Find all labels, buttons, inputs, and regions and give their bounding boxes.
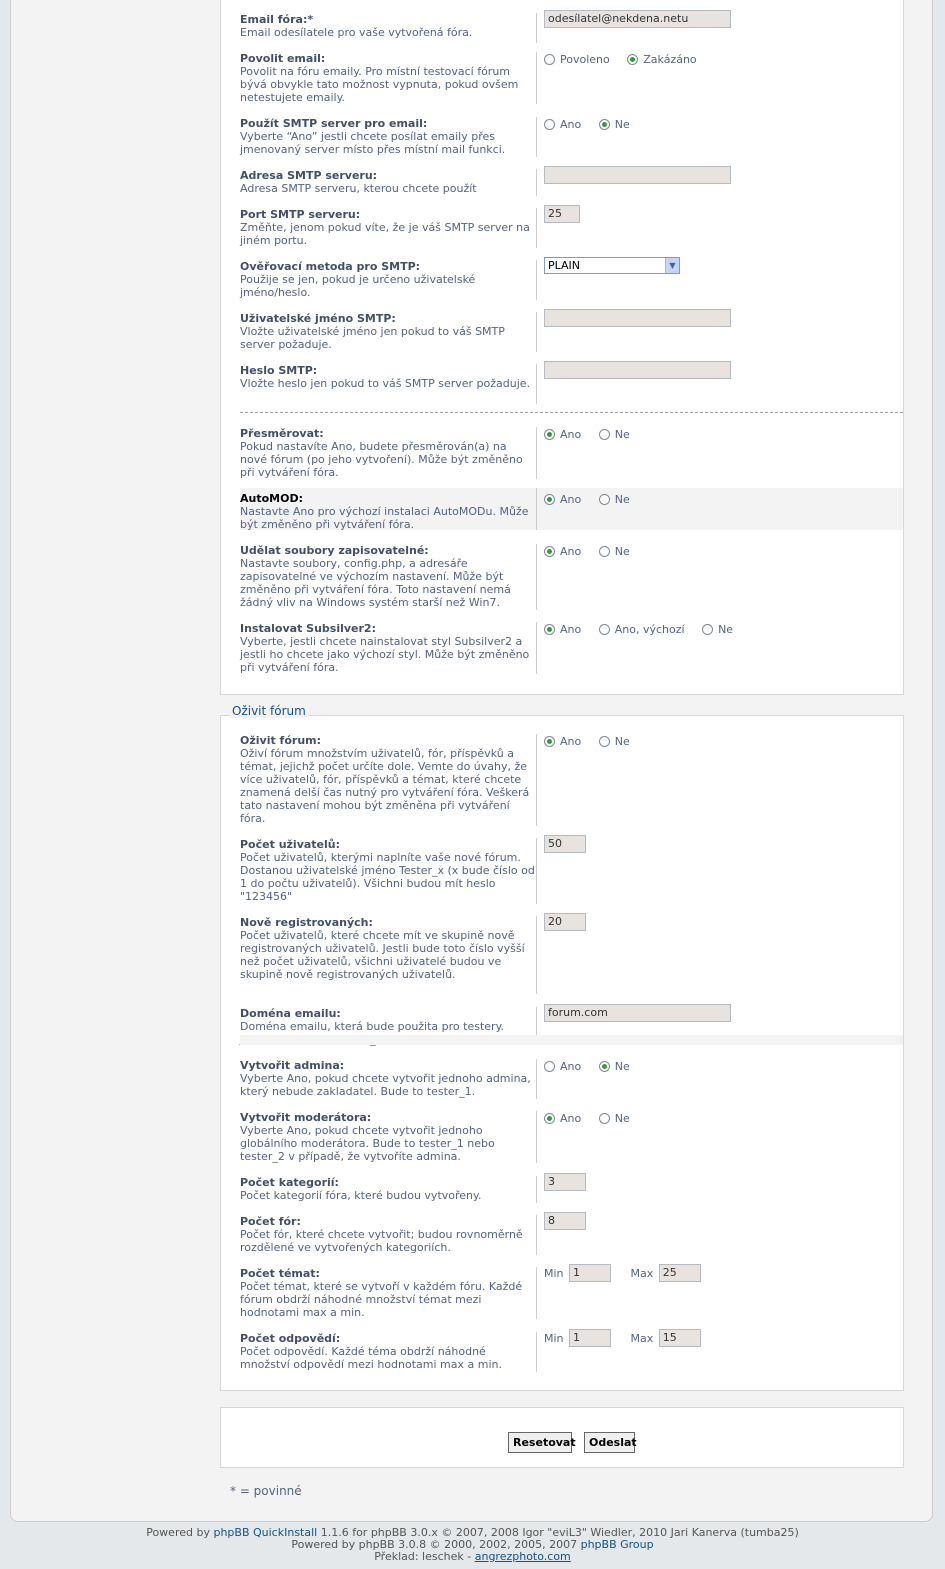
max-label: Max	[630, 1266, 654, 1280]
explain-redirect: Pokud nastavíte Ano, budete přesměrován(a) na nové fórum (po jeho vytvoření). Může být změněno při vytváření fóra.	[240, 440, 523, 479]
explain-domain: Doména emailu, která bude použita pro testery.	[240, 1020, 505, 1033]
radio-group-writable	[544, 544, 644, 558]
radio-automod-ne[interactable]: Ne	[599, 493, 630, 506]
radio-zakazano[interactable]: Zakázáno	[627, 53, 696, 66]
radio-redirect-ano[interactable]: Ano	[544, 428, 581, 441]
explain-smtp-port: Změňte, jenom pokud víte, že je váš SMTP server na jiném portu.	[240, 221, 530, 247]
row-redirect	[240, 427, 903, 479]
smtp-user-input[interactable]	[544, 309, 731, 327]
row-new-reg	[240, 916, 903, 994]
radio-circle-checked[interactable]	[627, 54, 638, 65]
domain-input[interactable]: forum.com	[544, 1004, 731, 1022]
radio-circle-checked[interactable]	[544, 494, 555, 505]
label-smtp-auth: Ověřovací metoda pro SMTP:	[240, 260, 421, 273]
explain-smtp-use: Vyberte “Ano” jestli chcete posílat emaily přes jmenovaný server místo přes místní mail funkci.	[240, 130, 506, 156]
explain-topics: Počet témat, které se vytvoří v každém fóru. Každé fórum obdrží náhodné množství témat mezi hodnotami max a min.	[240, 1280, 523, 1319]
email-fora-input[interactable]: odesílatel@nekdena.netu	[544, 10, 731, 28]
explain-admin: Vyberte Ano, pokud chcete vytvořit jednoho admina, který nebude zakladatel. Bude to tester_1.	[240, 1072, 531, 1098]
row-admin	[240, 1059, 903, 1099]
label-replies: Počet odpovědí:	[240, 1332, 341, 1345]
row-replies	[240, 1332, 903, 1372]
row-populate-enable	[240, 734, 903, 826]
radio-circle-checked[interactable]	[599, 119, 610, 130]
radio-circle-checked[interactable]	[544, 736, 555, 747]
label-smtp-user: Uživatelské jméno SMTP:	[240, 312, 396, 325]
topics-max-input[interactable]: 25	[659, 1264, 701, 1282]
explain-subsilver: Vyberte, jestli chcete nainstalovat styl Subsilver2 a jestli ho chcete jako výchozí styl. Může být změněno při vytváření fóra.	[240, 635, 530, 674]
label-automod: AutoMOD:	[240, 492, 303, 505]
label-smtp-use: Použít SMTP server pro email:	[240, 117, 428, 130]
row-writable	[240, 544, 903, 610]
radio-group-smtp-use	[544, 117, 644, 131]
footer-line-1: Powered by phpBB QuickInstall 1.1.6 for phpBB 3.0.x © 2007, 2008 Igor "eviL3" Wiedler, 2010 Jari Kanerva (tumba25)	[146, 1526, 799, 1539]
row-spacer	[240, 1035, 903, 1045]
replies-max-input[interactable]: 15	[659, 1329, 701, 1347]
smtp-auth-select[interactable]: PLAIN ▼	[544, 257, 680, 274]
required-note: * = povinné	[230, 1484, 302, 1498]
smtp-port-input[interactable]: 25	[544, 205, 580, 223]
radio-group-subsilver	[544, 622, 747, 636]
submit-button[interactable]: Odeslat	[584, 1432, 635, 1453]
radio-populate-ne[interactable]: Ne	[599, 735, 630, 748]
radio-circle[interactable]	[544, 1061, 555, 1072]
radio-circle[interactable]	[599, 546, 610, 557]
label-smtp-pass: Heslo SMTP:	[240, 364, 318, 377]
explain-povolit-email: Povolit na fóru emaily. Pro místní testovací fórum bývá obvykle tato možnost vypnuta, pokud ovšem netestujete emaily.	[240, 65, 519, 104]
max-label: Max	[630, 1331, 654, 1345]
radio-group-admin	[544, 1059, 644, 1073]
radio-moderator-ne[interactable]: Ne	[599, 1112, 630, 1125]
label-populate: Oživit fórum:	[240, 734, 322, 747]
topics-min-input[interactable]: 1	[569, 1264, 611, 1282]
row-smtp-pass	[240, 364, 903, 404]
radio-circle[interactable]	[599, 429, 610, 440]
label-users: Počet uživatelů:	[240, 838, 341, 851]
explain-replies: Počet odpovědí. Každé téma obdrží náhodné množství odpovědí mezi hodnotami max a min.	[240, 1345, 502, 1371]
radio-subsilver-ne[interactable]: Ne	[702, 623, 733, 636]
reset-button[interactable]: Resetovat	[508, 1432, 572, 1453]
radio-circle[interactable]	[599, 1113, 610, 1124]
radio-circle-checked[interactable]	[544, 429, 555, 440]
footer-line-3: Překlad: leschek - angrezphoto.com	[374, 1550, 571, 1563]
radio-circle[interactable]	[599, 494, 610, 505]
explain-smtp-host: Adresa SMTP serveru, kterou chcete použít	[240, 182, 477, 195]
explain-cats: Počet kategorií fóra, které budou vytvořeny.	[240, 1189, 482, 1202]
label-povolit-email: Povolit email:	[240, 52, 326, 65]
explain-smtp-pass: Vložte heslo jen pokud to váš SMTP server požaduje.	[240, 377, 531, 390]
new-reg-input[interactable]: 20	[544, 913, 586, 931]
radio-group-automod	[544, 492, 644, 506]
label-topics: Počet témat:	[240, 1267, 320, 1280]
row-email-fora	[240, 13, 903, 43]
row-smtp-auth	[240, 260, 903, 300]
radio-group-populate	[544, 734, 644, 748]
row-label-cell	[240, 13, 537, 43]
radio-circle[interactable]	[702, 624, 713, 635]
smtp-pass-input[interactable]	[544, 361, 731, 379]
radio-circle[interactable]	[544, 54, 555, 65]
radio-circle-checked[interactable]	[544, 624, 555, 635]
radio-circle-checked[interactable]	[544, 546, 555, 557]
label-new-reg: Nově registrovaných:	[240, 916, 373, 929]
phpbb-group-link[interactable]: phpBB Group	[580, 1538, 654, 1551]
explain-smtp-auth: Použije se jen, pokud je určeno uživatelské jméno/heslo.	[240, 273, 476, 299]
label-subsilver: Instalovat Subsilver2:	[240, 622, 376, 635]
label-domain: Doména emailu:	[240, 1007, 341, 1020]
forums-input[interactable]: 8	[544, 1212, 586, 1230]
row-smtp-host	[240, 169, 903, 196]
row-smtp-user	[240, 312, 903, 352]
radio-writable-ne[interactable]: Ne	[599, 545, 630, 558]
explain-smtp-user: Vložte uživatelské jméno jen pokud to váš SMTP server požaduje.	[240, 325, 505, 351]
radio-admin-ne[interactable]: Ne	[599, 1060, 630, 1073]
explain-new-reg: Počet uživatelů, které chcete mít ve skupině nově registrovaných uživatelů. Jestli bude toto číslo vyšší než počet uživatelů, všichni uživatelé budou ve skupině nově registrovaných uživatelů.	[240, 929, 525, 981]
label-email-fora: Email fóra:*	[240, 13, 314, 26]
radio-moderator-ano[interactable]: Ano	[544, 1112, 581, 1125]
row-users	[240, 838, 903, 904]
radio-automod-ano[interactable]: Ano	[544, 493, 581, 506]
explain-users: Počet uživatelů, kterými naplníte vaše nové fórum. Dostanou uživatelské jméno Tester_x (x bude číslo od 1 do počtu uživatelů). Všichni budou mít heslo "123456"	[240, 851, 535, 903]
cats-input[interactable]: 3	[544, 1173, 586, 1191]
radio-circle-checked[interactable]	[544, 1113, 555, 1124]
radio-subsilver-ano[interactable]: Ano	[544, 623, 581, 636]
row-smtp-port	[240, 208, 903, 248]
min-label: Min	[544, 1331, 564, 1345]
row-povolit-email	[240, 52, 903, 104]
label-admin: Vytvořit admina:	[240, 1059, 345, 1072]
radio-circle-checked[interactable]	[599, 1061, 610, 1072]
row-cats	[240, 1176, 903, 1203]
radio-circle[interactable]	[599, 624, 610, 635]
radio-group-moderator	[544, 1111, 644, 1125]
radio-povoleno[interactable]: Povoleno	[544, 53, 610, 66]
explain-writable: Nastavte soubory, config.php, a adresáře zapisovatelné ve výchozím nastavení. Může být změněno při vytváření fóra. Toto nastavení nemá žádný vliv na Windows systém starší než Win7.	[240, 557, 511, 609]
radio-group-redirect	[544, 427, 644, 441]
radio-redirect-ne[interactable]: Ne	[599, 428, 630, 441]
radio-smtp-ano[interactable]: Ano	[544, 118, 581, 131]
label-writable: Udělat soubory zapisovatelné:	[240, 544, 429, 557]
label-forums: Počet fór:	[240, 1215, 301, 1228]
explain-forums: Počet fór, které chcete vytvořit; budou rovnoměrně rozdělené ve vytvořených kategoriích.	[240, 1228, 523, 1254]
radio-smtp-ne[interactable]: Ne	[599, 118, 630, 131]
row-moderator	[240, 1111, 903, 1163]
radio-subsilver-default[interactable]: Ano, výchozí	[599, 623, 685, 636]
radio-populate-ano[interactable]: Ano	[544, 735, 581, 748]
row-forums	[240, 1215, 903, 1255]
label-smtp-port: Port SMTP serveru:	[240, 208, 361, 221]
radio-circle[interactable]	[599, 736, 610, 747]
quickinstall-link[interactable]: phpBB QuickInstall	[213, 1526, 318, 1539]
explain-moderator: Vyberte Ano, pokud chcete vytvořit jednoho globálního moderátora. Bude to tester_1 nebo tester_2 v případě, že vytvoříte admina.	[240, 1124, 495, 1163]
radio-writable-ano[interactable]: Ano	[544, 545, 581, 558]
chevron-down-icon[interactable]: ▼	[665, 258, 679, 273]
label-redirect: Přesměrovat:	[240, 427, 324, 440]
explain-email-fora: Email odesílatele pro vaše vytvořená fóra.	[240, 26, 473, 39]
explain-populate: Oživí fórum množstvím uživatelů, fór, příspěvků a témat, jejichž počet určíte dole. Vemte do úvahy, že více uživatelů, fór, příspěvků a témat, které chcete znamená delší čas nutný pro vytváření fóra. Veškerá tato nastavení mohou být změněna při vytváření fóra.	[240, 747, 530, 825]
radio-admin-ano[interactable]: Ano	[544, 1060, 581, 1073]
smtp-host-input[interactable]	[544, 166, 731, 184]
populate-legend: Oživit fórum	[232, 704, 306, 718]
label-smtp-host: Adresa SMTP serveru:	[240, 169, 378, 182]
row-automod	[240, 488, 903, 530]
explain-automod: Nastavte Ano pro výchozí instalaci AutoMODu. Může být změněno při vytváření fóra.	[240, 505, 529, 531]
radio-group-povolit-email	[544, 52, 711, 66]
label-cats: Počet kategorií:	[240, 1176, 339, 1189]
dashed-divider	[240, 412, 903, 413]
translation-link[interactable]: angrezphoto.com	[474, 1550, 571, 1563]
users-input[interactable]: 50	[544, 835, 586, 853]
footer-line-2: Powered by phpBB 3.0.8 © 2000, 2002, 2005, 2007 phpBB Group	[291, 1538, 654, 1551]
row-smtp-use	[240, 117, 903, 157]
row-subsilver	[240, 622, 903, 674]
radio-circle[interactable]	[544, 119, 555, 130]
min-label: Min	[544, 1266, 564, 1280]
label-moderator: Vytvořit moderátora:	[240, 1111, 372, 1124]
row-topics	[240, 1267, 903, 1319]
replies-min-input[interactable]: 1	[569, 1329, 611, 1347]
